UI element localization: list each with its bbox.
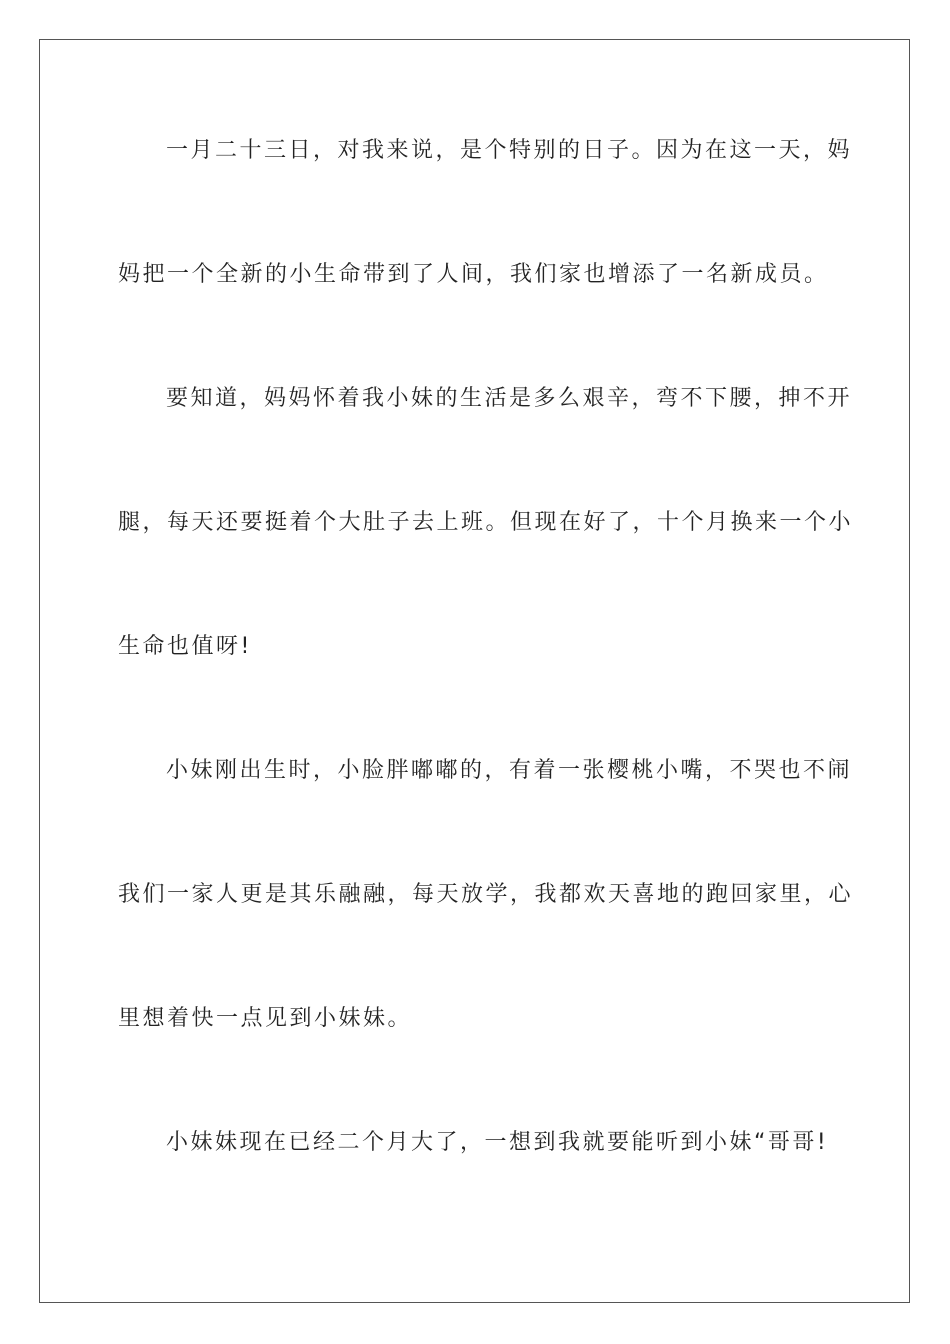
paragraph-line-1: 一月二十三日，对我来说，是个特别的日子。因为在这一天，妈 [166, 138, 853, 163]
paragraph-line-6: 小妹刚出生时，小脸胖嘟嘟的，有着一张樱桃小嘴，不哭也不闹 [166, 758, 853, 783]
paragraph-line-3: 要知道，妈妈怀着我小妹的生活是多么艰辛，弯不下腰，抻不开 [166, 386, 853, 411]
paragraph-line-4: 腿，每天还要挺着个大肚子去上班。但现在好了，十个月换来一个小 [118, 510, 854, 535]
paragraph-line-7: 我们一家人更是其乐融融，每天放学，我都欢天喜地的跑回家里，心 [118, 882, 854, 907]
paragraph-line-5: 生命也值呀! [118, 634, 252, 659]
paragraph-line-9: 小妹妹现在已经二个月大了，一想到我就要能听到小妹“哥哥! [166, 1130, 829, 1155]
paragraph-line-8: 里想着快一点见到小妹妹。 [118, 1006, 413, 1031]
document-page [39, 39, 910, 1303]
paragraph-line-2: 妈把一个全新的小生命带到了人间，我们家也增添了一名新成员。 [118, 262, 829, 287]
